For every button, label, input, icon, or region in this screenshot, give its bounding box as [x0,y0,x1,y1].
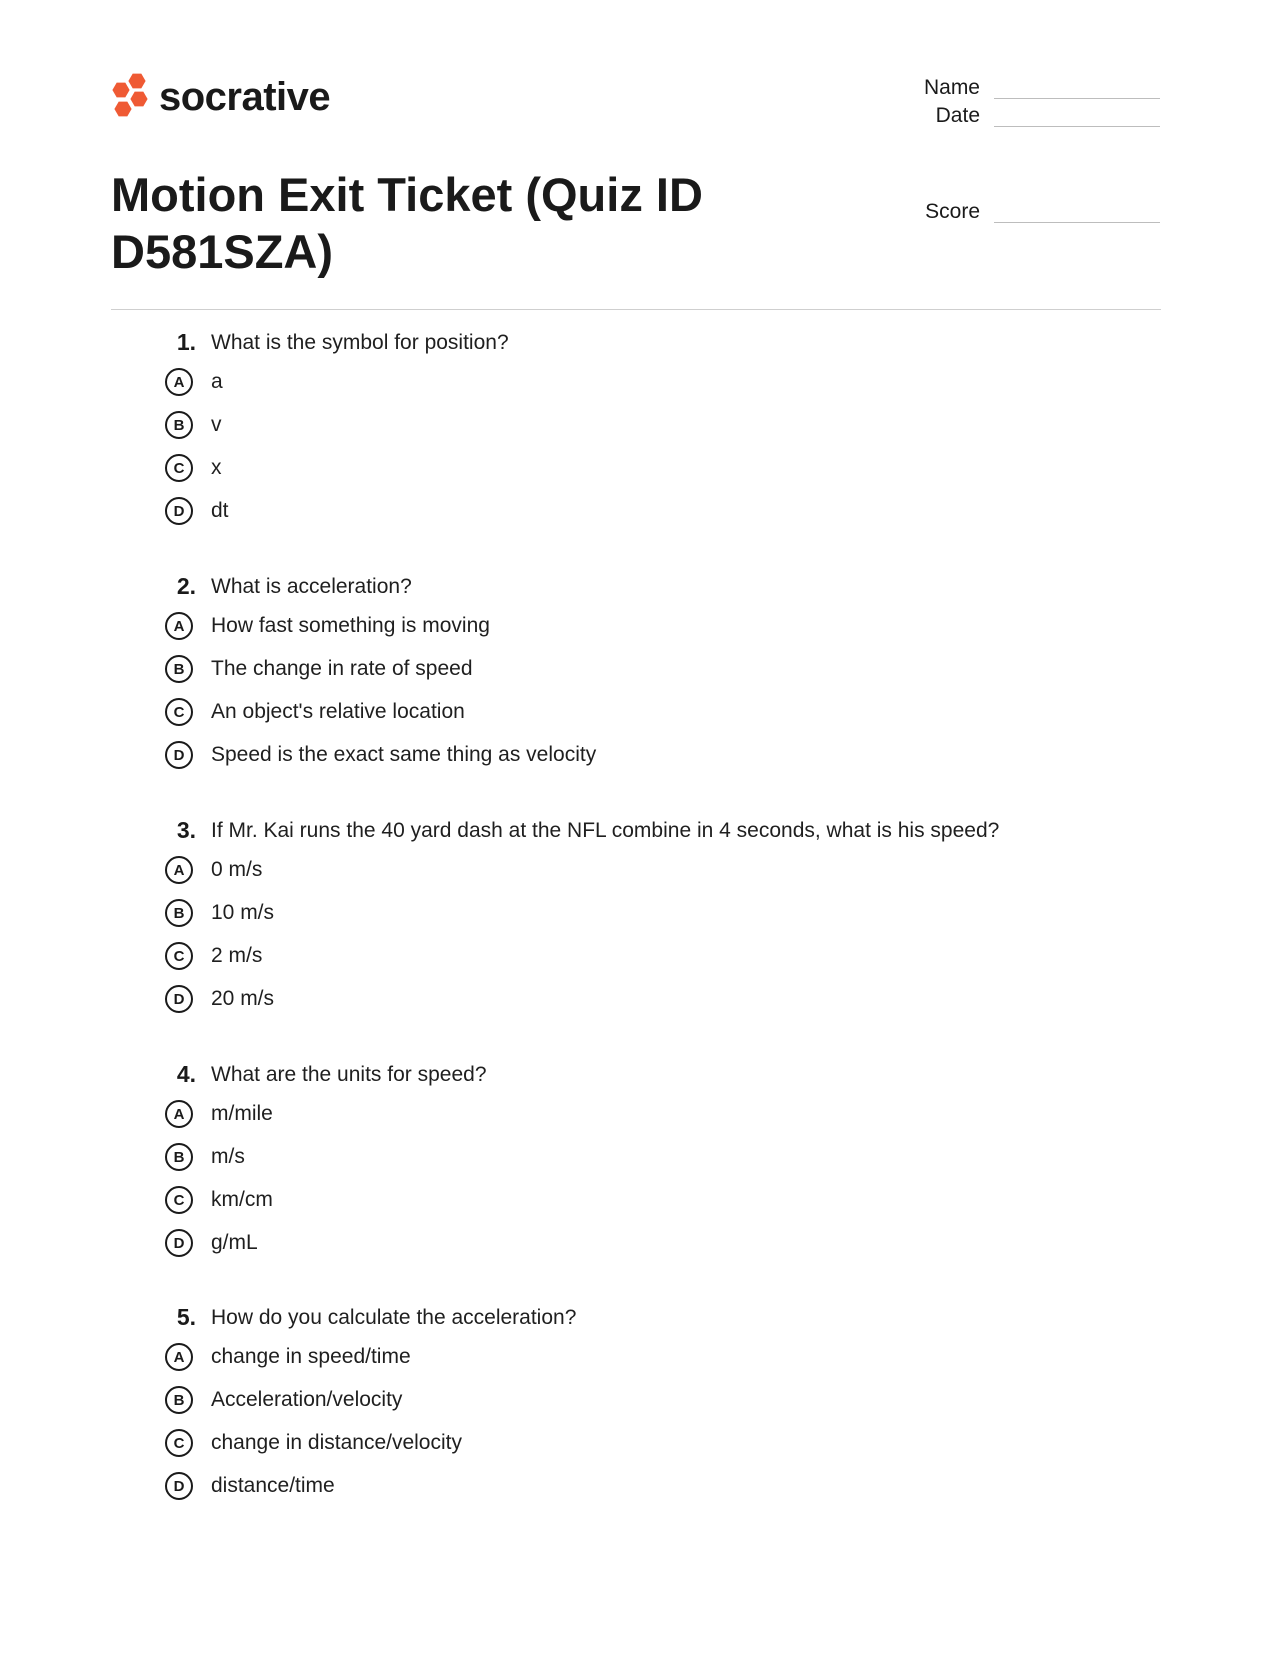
answer-options [160,366,1160,538]
answer-bubble[interactable]: D [165,741,193,769]
logo-hexagon [128,74,145,89]
name-line[interactable] [994,98,1160,99]
answer-text: 2 m/s [211,944,263,967]
answer-option-c[interactable] [160,452,1160,495]
answer-option-c[interactable] [160,940,1160,983]
answer-option-c[interactable] [160,1427,1160,1470]
question-number: 4. [176,1061,196,1087]
date-line[interactable] [994,126,1160,127]
answer-bubble[interactable]: A [165,1100,193,1128]
answer-bubble[interactable]: B [165,655,193,683]
question-header [160,817,1160,847]
question-header [160,573,1160,603]
answer-text: 20 m/s [211,987,275,1010]
question-3 [160,817,1160,1026]
answer-bubble[interactable]: C [165,1429,193,1457]
answer-option-b[interactable] [160,1141,1160,1184]
answer-bubble[interactable]: B [165,411,193,439]
answer-options [160,1098,1160,1270]
answer-bubble[interactable]: B [165,1386,193,1414]
answer-text: change in speed/time [211,1345,411,1368]
answer-options [160,610,1160,782]
name-field[interactable] [880,76,1160,102]
score-label: Score [925,200,980,223]
answer-text: Speed is the exact same thing as velocity [211,743,597,766]
answer-bubble[interactable]: D [165,1229,193,1257]
question-5 [160,1304,1160,1513]
answer-option-d[interactable] [160,983,1160,1026]
answer-text: 0 m/s [211,858,263,881]
answer-text: a [211,370,223,393]
date-field[interactable] [880,104,1160,130]
question-text: If Mr. Kai runs the 40 yard dash at the NFL combine in 4 seconds, what is his speed? [211,819,1000,842]
answer-bubble[interactable]: A [165,612,193,640]
header-divider [111,309,1161,310]
answer-option-d[interactable] [160,739,1160,782]
answer-text: dt [211,499,229,522]
socrative-logo [111,72,330,122]
answer-text: An object's relative location [211,700,465,723]
answer-text: x [211,456,222,479]
answer-bubble[interactable]: D [165,985,193,1013]
question-text: What is the symbol for position? [211,331,509,354]
date-label: Date [935,104,980,127]
question-1 [160,329,1160,538]
answer-bubble[interactable]: A [165,856,193,884]
answer-options [160,854,1160,1026]
question-number: 5. [176,1304,196,1330]
question-text: What are the units for speed? [211,1063,487,1086]
answer-bubble[interactable]: A [165,368,193,396]
logo-hexagon [114,102,131,117]
answer-option-d[interactable] [160,1227,1160,1270]
answer-text: v [211,413,222,436]
answer-option-d[interactable] [160,1470,1160,1513]
question-4 [160,1061,1160,1270]
question-number: 3. [176,817,196,843]
answer-option-a[interactable] [160,1341,1160,1384]
question-number: 2. [176,573,196,599]
quiz-title: Motion Exit Ticket (Quiz ID D581SZA) [111,168,703,278]
brand-name: socrative [159,75,331,119]
answer-option-c[interactable] [160,696,1160,739]
answer-text: Acceleration/velocity [211,1388,403,1411]
answer-option-a[interactable] [160,366,1160,409]
answer-options [160,1341,1160,1513]
answer-option-a[interactable] [160,610,1160,653]
question-number: 1. [176,329,196,355]
question-2 [160,573,1160,782]
logo-hexagon [130,92,147,107]
score-line[interactable] [994,222,1160,223]
answer-option-b[interactable] [160,409,1160,452]
answer-text: The change in rate of speed [211,657,473,680]
answer-bubble[interactable]: B [165,899,193,927]
answer-text: m/s [211,1145,245,1168]
question-header [160,329,1160,359]
answer-option-a[interactable] [160,854,1160,897]
answer-bubble[interactable]: D [165,497,193,525]
answer-text: 10 m/s [211,901,275,924]
answer-option-b[interactable] [160,653,1160,696]
answer-bubble[interactable]: C [165,454,193,482]
answer-option-a[interactable] [160,1098,1160,1141]
answer-option-c[interactable] [160,1184,1160,1227]
name-label: Name [923,76,980,99]
answer-bubble[interactable]: C [165,698,193,726]
answer-bubble[interactable]: D [165,1472,193,1500]
answer-bubble[interactable]: C [165,1186,193,1214]
question-header [160,1304,1160,1334]
answer-option-b[interactable] [160,897,1160,940]
answer-text: m/mile [211,1102,273,1125]
answer-text: How fast something is moving [211,614,490,637]
question-text: How do you calculate the acceleration? [211,1306,577,1329]
question-text: What is acceleration? [211,575,412,598]
answer-text: change in distance/velocity [211,1431,462,1454]
logo-hexagon [112,83,129,98]
answer-option-b[interactable] [160,1384,1160,1427]
score-field[interactable] [880,200,1160,226]
answer-bubble[interactable]: B [165,1143,193,1171]
hexagon-cluster-icon [111,72,149,122]
answer-option-d[interactable] [160,495,1160,538]
answer-text: distance/time [211,1474,335,1497]
question-header [160,1061,1160,1091]
answer-text: km/cm [211,1188,273,1211]
answer-bubble[interactable]: A [165,1343,193,1371]
answer-bubble[interactable]: C [165,942,193,970]
answer-text: g/mL [211,1231,258,1254]
